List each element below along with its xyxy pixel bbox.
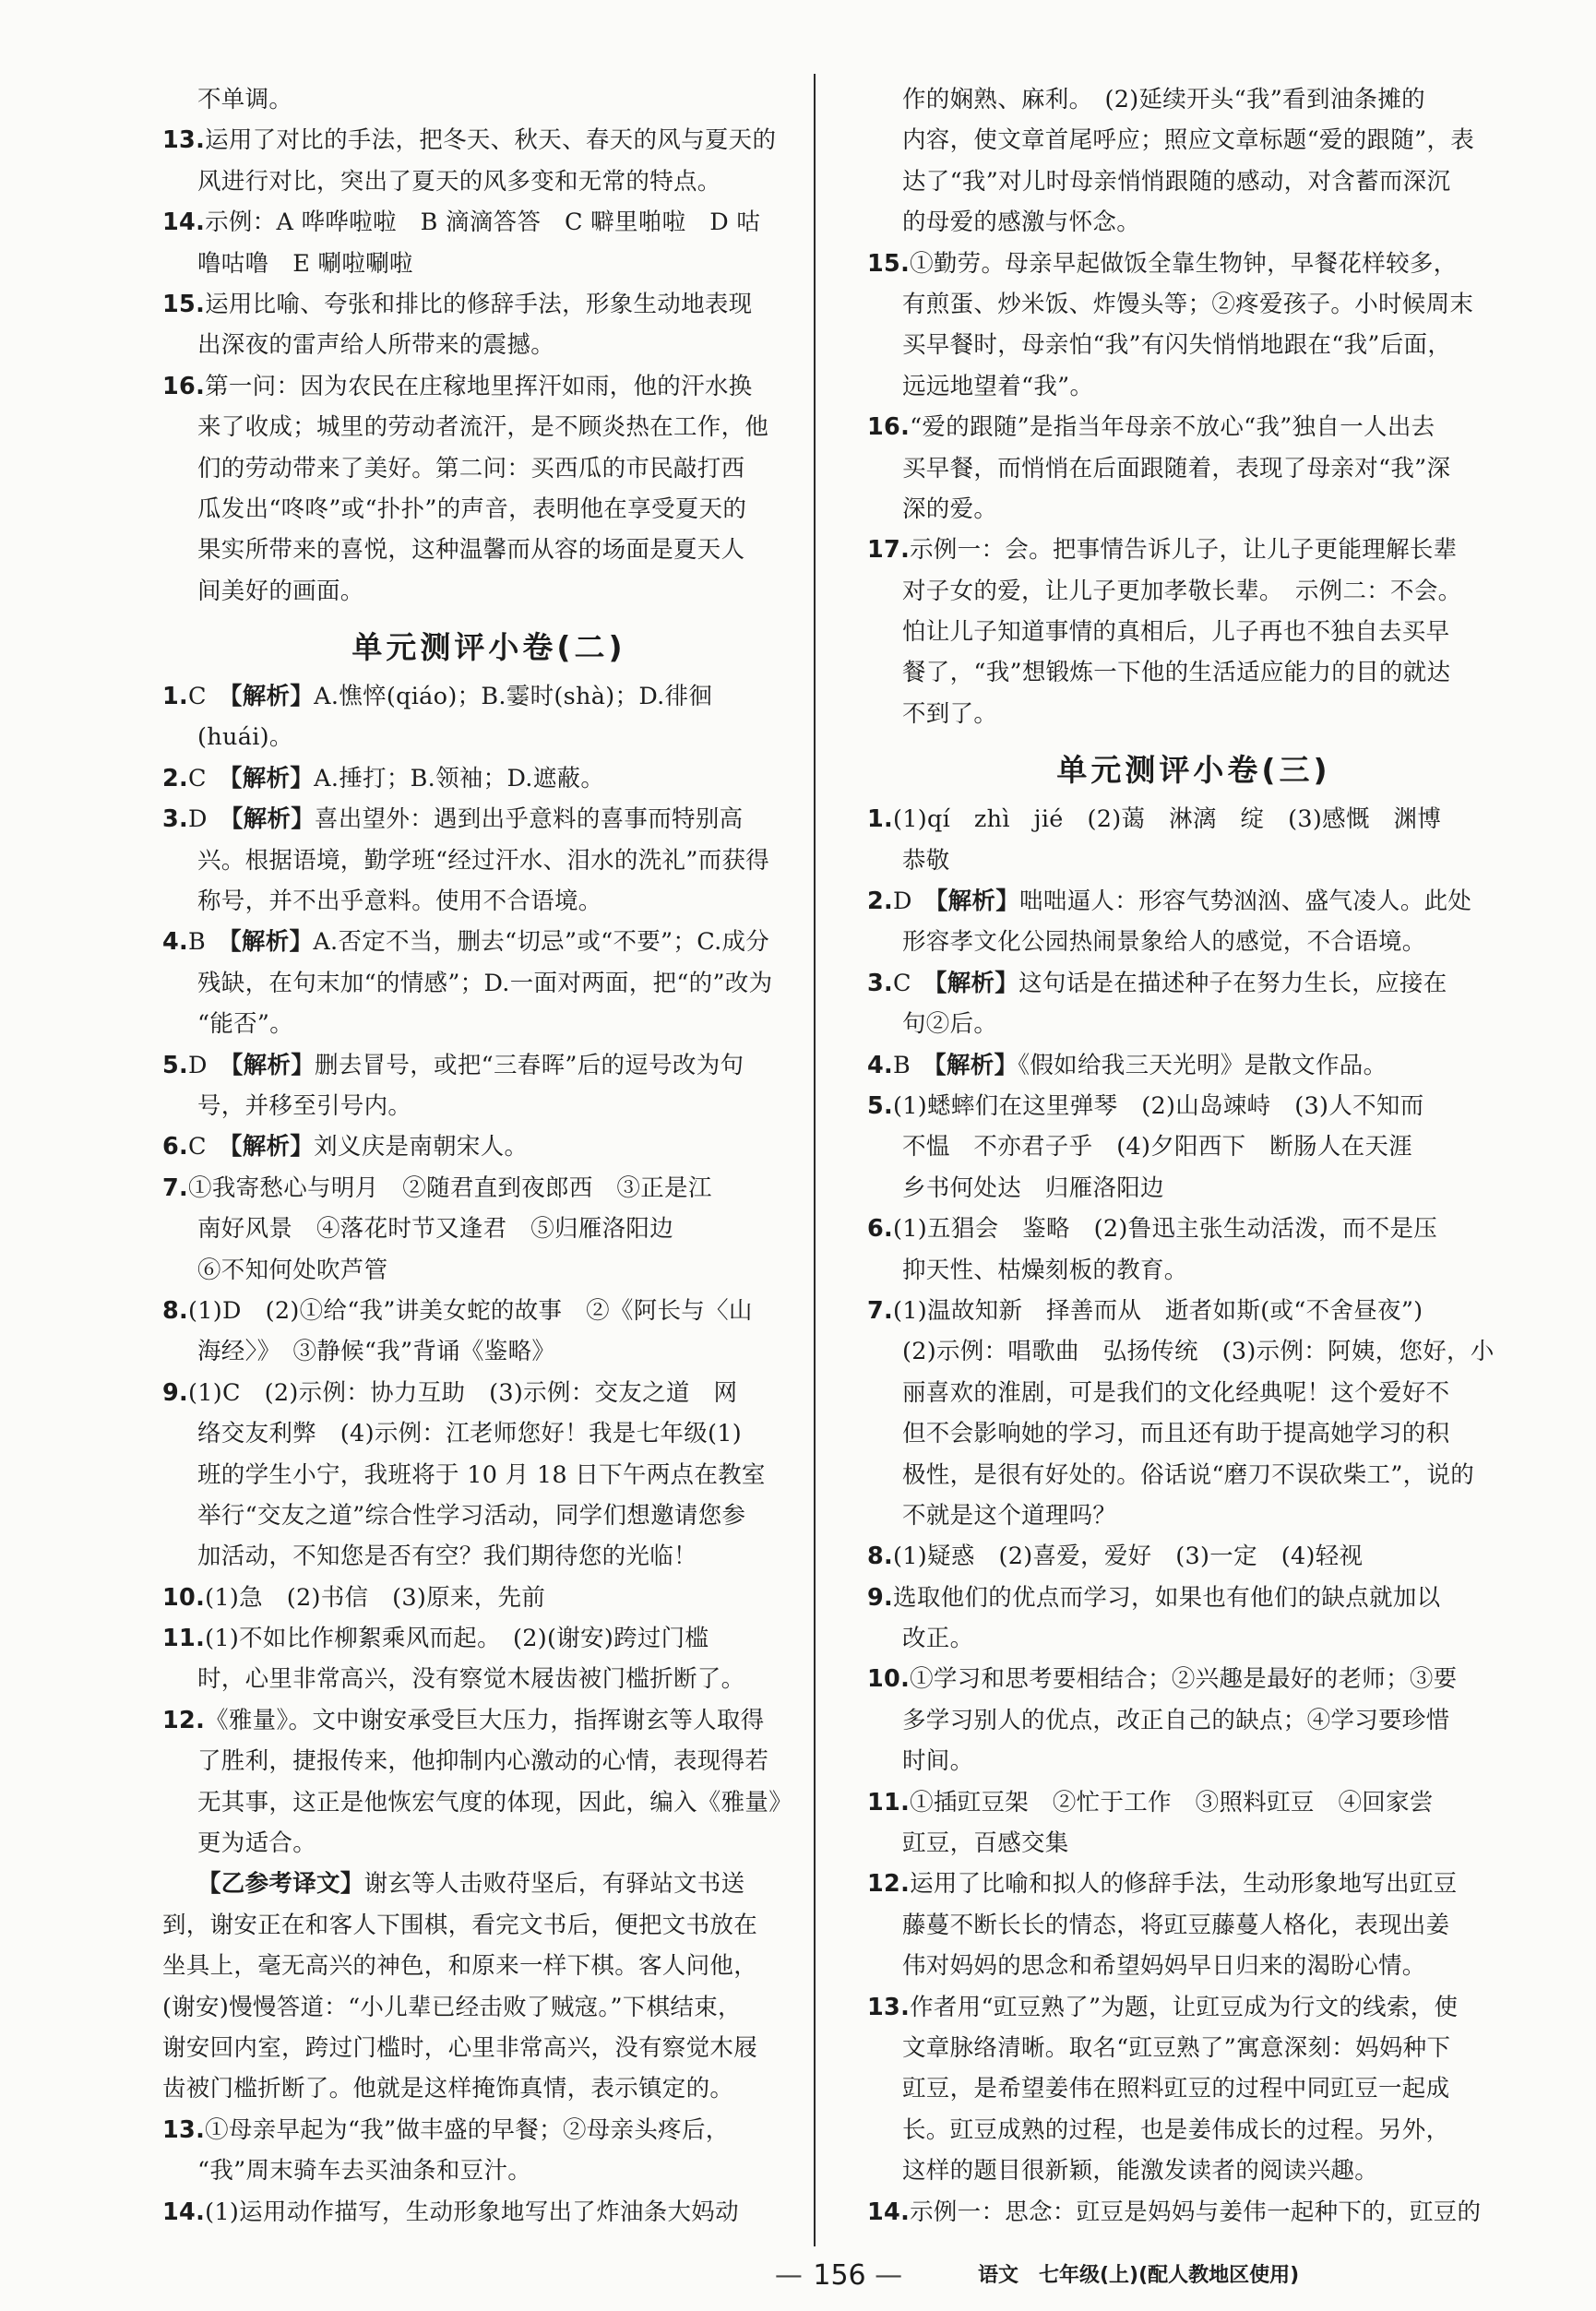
answer-item <box>162 1373 816 1413</box>
answer-text: 深的爱。 <box>902 494 998 523</box>
answer-item <box>162 1578 816 1618</box>
answer-text: C <box>188 764 231 792</box>
answer-item <box>162 284 816 325</box>
answer-item <box>867 1578 1520 1618</box>
analysis-tag: 【解析】 <box>231 1051 316 1079</box>
answer-text: 买早餐时，母亲怕“我”有闪失悄悄地跟在“我”后面， <box>902 331 1452 360</box>
question-number: 13. <box>162 2115 206 2144</box>
answer-text: 怕让儿子知道事情的真相后，儿子再也不独自去买早 <box>902 618 1450 647</box>
answer-text: 乡书何处达 归雁洛阳边 <box>902 1173 1164 1202</box>
page-dash-left: — <box>774 2259 804 2292</box>
answer-item <box>867 1291 1520 1331</box>
answer-text: 的母爱的感激与怀念。 <box>902 208 1141 237</box>
answer-line <box>162 1741 816 1781</box>
answer-text: D <box>893 887 936 916</box>
answer-line <box>162 717 816 757</box>
answer-text: 举行“交友之道”综合性学习活动，同学们想邀请您参 <box>197 1501 746 1530</box>
answer-line <box>867 120 1520 161</box>
answer-text: 选取他们的优点而学习，如果也有他们的缺点就加以 <box>893 1583 1441 1612</box>
answer-line <box>162 1331 816 1372</box>
answer-item <box>162 922 816 962</box>
answer-line <box>162 571 816 612</box>
question-number: 10. <box>867 1665 911 1694</box>
answer-line <box>162 963 816 1004</box>
answer-text: 改正。 <box>902 1625 974 1653</box>
answer-line <box>162 1495 816 1536</box>
answer-text: 示例一：会。把事情告诉儿子，让儿子更能理解长辈 <box>910 536 1458 565</box>
answer-text: (1)D (2)①给“我”讲美女蛇的故事 ②《阿长与〈山 <box>188 1296 753 1325</box>
answer-line <box>867 1618 1520 1659</box>
answer-line <box>867 2068 1520 2109</box>
answer-line <box>867 1823 1520 1864</box>
answer-line <box>162 1987 816 2028</box>
answer-text: (1)C (2)示例：协力互助 (3)示例：交友之道 网 <box>188 1378 738 1407</box>
question-number: 3. <box>867 969 894 997</box>
answer-text: ⑥不知何处吹芦管 <box>197 1256 388 1284</box>
answer-item <box>162 202 816 243</box>
answer-item <box>867 1782 1520 1823</box>
answer-text: 恭敬 <box>902 846 950 875</box>
answer-text: 运用了对比的手法，把冬天、秋天、春天的风与夏天的 <box>205 126 777 155</box>
answer-line <box>867 1331 1520 1372</box>
answer-text: 噜咕噜 E 唰啦唰啦 <box>197 249 413 278</box>
answer-text: 谢安回内室，跨过门槛时，心里非常高兴，没有察觉木屐 <box>162 2033 758 2062</box>
answer-text: 这样的题目很新颖，能激发读者的阅读兴趣。 <box>902 2157 1379 2186</box>
answer-text: 达了“我”对儿时母亲悄悄跟随的感动，对含蓄而深沉 <box>902 167 1451 196</box>
answer-text: 时间。 <box>902 1747 974 1776</box>
analysis-tag: 【解析】 <box>230 764 315 792</box>
answer-line <box>162 1536 816 1577</box>
answer-text: 间美好的画面。 <box>197 577 364 605</box>
answer-text: 到，谢安正在和客人下围棋，看完文书后，便把文书放在 <box>162 1911 758 1939</box>
answer-item <box>867 407 1520 447</box>
answer-text: 有煎蛋、炒米饭、炸馒头等；②疼爱孩子。小时候周末 <box>902 290 1474 318</box>
answer-text: (1)疑惑 (2)喜爱，爱好 (3)一定 (4)轻视 <box>893 1543 1364 1571</box>
answer-text: 豇豆，是希望姜伟在照料豇豆的过程中同豇豆一起成 <box>902 2075 1450 2103</box>
answer-text: 班的学生小宁，我班将于 10 月 18 日下午两点在教室 <box>197 1460 766 1489</box>
answer-line <box>162 161 816 202</box>
answer-line <box>162 530 816 570</box>
analysis-text: 谢玄等人击败苻坚后，有驿站文书送 <box>363 1870 745 1899</box>
answer-line <box>867 1455 1520 1495</box>
answer-line <box>162 840 816 881</box>
answer-line <box>867 1168 1520 1209</box>
answer-line <box>867 1250 1520 1291</box>
answer-line <box>867 694 1520 734</box>
answer-text: 络交友利弊 (4)示例：江老师您好！我是七年级(1) <box>197 1420 743 1448</box>
question-number: 13. <box>162 126 206 155</box>
question-number: 1. <box>162 683 189 711</box>
answer-line <box>162 325 816 365</box>
question-number: 8. <box>162 1296 189 1325</box>
answer-line <box>867 1946 1520 1986</box>
answer-line <box>867 489 1520 530</box>
answer-line <box>867 284 1520 325</box>
answer-text: 但不会影响她的学习，而且还有助于提高她学习的积 <box>902 1420 1450 1448</box>
answer-text: ①插豇豆架 ②忙于工作 ③照料豇豆 ④回家尝 <box>910 1788 1434 1817</box>
answer-line <box>162 1455 816 1495</box>
answer-text: 多学习别人的优点，改正自己的缺点；④学习要珍惜 <box>902 1706 1450 1734</box>
question-number: 12. <box>867 1870 911 1899</box>
answer-text: B <box>188 928 230 957</box>
question-number: 2. <box>162 764 189 792</box>
answer-line <box>867 1413 1520 1454</box>
answer-text: (2)示例：唱歌曲 弘扬传统 (3)示例：阿姨，您好，小 <box>902 1338 1495 1366</box>
answer-text: (谢安)慢慢答道：“小儿辈已经击败了贼寇。”下棋结束， <box>162 1993 742 2021</box>
question-number: 9. <box>162 1378 189 1407</box>
question-number: 14. <box>162 208 206 237</box>
answer-line <box>162 407 816 447</box>
answer-line <box>867 1495 1520 1536</box>
answer-text: 作的娴熟、麻利。 (2)延续开头“我”看到油条摊的 <box>902 86 1425 113</box>
answer-text: 形容孝文化公园热闹景象给人的感觉，不合语境。 <box>902 928 1426 957</box>
answer-text: 长。豇豆成熟的过程，也是姜伟成长的过程。另外， <box>902 2115 1450 2144</box>
answer-line <box>867 2110 1520 2150</box>
answer-item <box>162 2192 816 2233</box>
answer-text: 号，并移至引号内。 <box>197 1091 412 1120</box>
answer-text: 出深夜的雷声给人所带来的震撼。 <box>197 331 555 360</box>
answer-line <box>867 840 1520 881</box>
answer-line <box>162 1250 816 1291</box>
answer-line <box>867 1741 1520 1781</box>
question-number: 2. <box>867 887 894 916</box>
answer-text: 不单调。 <box>197 86 293 113</box>
answer-line <box>867 571 1520 612</box>
analysis-text: 删去冒号，或把“三春晖”后的逗号改为句 <box>315 1051 744 1079</box>
answer-line <box>867 612 1520 652</box>
answer-line <box>162 1086 816 1126</box>
analysis-text: 刘义庆是南朝宋人。 <box>314 1133 529 1161</box>
answer-text: 买早餐，而悄悄在后面跟随着，表现了母亲对“我”深 <box>902 454 1451 482</box>
analysis-text: 《假如给我三天光明》是散文作品。 <box>1018 1051 1388 1079</box>
answer-text: 对子女的爱，让儿子更加孝敬长辈。 示例二：不会。 <box>902 577 1462 605</box>
question-number: 11. <box>867 1788 911 1817</box>
page-dash-right: — <box>875 2259 905 2292</box>
answer-item <box>867 1045 1520 1086</box>
answer-line <box>162 244 816 284</box>
answer-line <box>162 1782 816 1823</box>
answer-item <box>162 1126 816 1167</box>
answer-item <box>867 530 1520 570</box>
page-number-area <box>720 2257 959 2294</box>
question-number: 5. <box>162 1051 189 1079</box>
answer-item <box>867 1864 1520 1904</box>
answer-text: 远远地望着“我”。 <box>902 372 1094 400</box>
answer-item <box>162 1618 816 1659</box>
answer-item <box>162 1291 816 1331</box>
answer-line <box>162 79 816 120</box>
analysis-text: 咄咄逼人：形容气势汹汹、盛气凌人。此处 <box>1019 887 1472 916</box>
answer-text: 不愠 不亦君子乎 (4)夕阳西下 断肠人在天涯 <box>902 1133 1413 1161</box>
question-number: 15. <box>162 290 206 318</box>
answer-text: 海经〉》 ③静候“我”背诵《鉴略》 <box>197 1338 556 1366</box>
answer-line <box>867 922 1520 962</box>
answer-text: C <box>188 683 231 711</box>
answer-text: C <box>188 1133 231 1161</box>
answer-line <box>867 448 1520 489</box>
left-column <box>162 79 816 2233</box>
question-number: 11. <box>162 1625 206 1653</box>
question-number: 1. <box>867 805 894 834</box>
answer-text: D <box>188 1051 232 1079</box>
answer-text: 运用了比喻和拟人的修辞手法，生动形象地写出豇豆 <box>910 1870 1458 1899</box>
answer-text: 极性，是很有好处的。俗话说“磨刀不误砍柴工”，说的 <box>902 1460 1475 1489</box>
answer-line <box>867 1004 1520 1044</box>
answer-text: 果实所带来的喜悦，这种温馨而从容的场面是夏天人 <box>197 536 745 565</box>
answer-line <box>867 366 1520 407</box>
section-heading: 单元测评小卷(二) <box>351 629 626 666</box>
answer-text: “能否”。 <box>197 1010 294 1039</box>
answer-text: ①母亲早起为“我”做丰盛的早餐；②母亲头疼后， <box>205 2115 730 2144</box>
book-info: 语文 七年级(上)(配人教地区使用) <box>978 2264 1300 2287</box>
answer-line <box>162 489 816 530</box>
analysis-tag: 【解析】 <box>934 1051 1018 1079</box>
answer-item <box>867 1987 1520 2028</box>
answer-text: “我”周末骑车去买油条和豆汁。 <box>197 2157 532 2186</box>
answer-text: 句②后。 <box>902 1010 998 1039</box>
analysis-tag: 【解析】 <box>935 887 1020 916</box>
answer-line <box>162 448 816 489</box>
answer-text: 抑天性、枯燥刻板的教育。 <box>902 1256 1188 1284</box>
answer-text: ①我寄愁心与明月 ②随君直到夜郎西 ③正是江 <box>188 1173 712 1202</box>
question-number: 16. <box>162 372 206 400</box>
answer-line <box>162 2150 816 2191</box>
answer-line <box>867 1126 1520 1167</box>
answer-item <box>867 1536 1520 1577</box>
page-number: 156 <box>813 2259 866 2292</box>
analysis-text: 喜出望外：遇到出乎意料的喜事而特别高 <box>315 805 744 834</box>
answer-item <box>867 2192 1520 2233</box>
answer-text: 不就是这个道理吗？ <box>902 1501 1117 1530</box>
answer-line <box>162 1905 816 1946</box>
answer-item <box>867 1086 1520 1126</box>
answer-line <box>162 1413 816 1454</box>
question-number: 14. <box>867 2198 911 2226</box>
answer-line <box>867 161 1520 202</box>
answer-line <box>867 1905 1520 1946</box>
answer-text: ①勤劳。母亲早起做饭全靠生物钟，早餐花样较多， <box>910 249 1458 278</box>
question-number: 15. <box>867 249 911 278</box>
answer-item <box>867 799 1520 840</box>
question-number: 12. <box>162 1706 206 1734</box>
question-number: 13. <box>867 1993 911 2021</box>
analysis-tag: 【解析】 <box>230 683 315 711</box>
answer-text: 《雅量》。文中谢安承受巨大压力，指挥谢玄等人取得 <box>205 1706 765 1734</box>
answer-text: 示例一：思念：豇豆是妈妈与姜伟一起种下的，豇豆的 <box>910 2198 1482 2226</box>
answer-text: (1)急 (2)书信 (3)原来，先前 <box>205 1583 546 1612</box>
question-number: 3. <box>162 805 189 834</box>
answer-line <box>162 1659 816 1699</box>
answer-text: (1)温故知新 择善而从 逝者如斯(或“不舍昼夜”) <box>893 1296 1423 1325</box>
answer-item <box>162 758 816 799</box>
answer-text: (huái)。 <box>197 723 293 752</box>
answer-text: 更为适合。 <box>197 1829 317 1858</box>
answer-text: 第一问：因为农民在庄稼地里挥汗如雨，他的汗水换 <box>205 372 753 400</box>
answer-line <box>867 652 1520 693</box>
answer-text: 餐了，“我”想锻炼一下他的生活适应能力的目的就达 <box>902 659 1451 687</box>
answer-text: 丽喜欢的淮剧，可是我们的文化经典呢！这个爱好不 <box>902 1378 1450 1407</box>
question-number: 4. <box>867 1051 894 1079</box>
answer-text: 内容，使文章首尾呼应；照应文章标题“爱的跟随”，表 <box>902 126 1475 155</box>
answer-line <box>162 1823 816 1864</box>
analysis-tag: 【解析】 <box>935 969 1019 997</box>
answer-line <box>867 325 1520 365</box>
answer-text: 时，心里非常高兴，没有察觉木屐齿被门槛折断了。 <box>197 1665 745 1694</box>
question-number: 14. <box>162 2198 206 2226</box>
question-number: 6. <box>867 1215 894 1244</box>
answer-item <box>867 881 1520 922</box>
answer-text: 藤蔓不断长长的情态，将豇豆藤蔓人格化，表现出姜 <box>902 1911 1450 1939</box>
question-number: 5. <box>867 1091 894 1120</box>
analysis-text: A.捶打；B.领袖；D.遮蔽。 <box>314 764 605 792</box>
answer-text: 示例：A 哗哗啦啦 B 滴滴答答 C 噼里啪啦 D 咕 <box>205 208 761 237</box>
answer-item <box>867 1659 1520 1699</box>
question-number: 9. <box>867 1583 894 1612</box>
answer-line <box>867 202 1520 243</box>
right-column <box>867 79 1520 2233</box>
answer-text: 南好风景 ④落花时节又逢君 ⑤归雁洛阳边 <box>197 1215 674 1244</box>
answer-text: 们的劳动带来了美好。第二问：买西瓜的市民敲打西 <box>197 454 745 482</box>
answer-item <box>162 2110 816 2150</box>
answer-text: (1)蟋蟀们在这里弹琴 (2)山岛竦峙 (3)人不知而 <box>893 1091 1424 1120</box>
answer-item <box>162 1700 816 1741</box>
answer-text: 坐具上，毫无高兴的神色，和原来一样下棋。客人问他， <box>162 1952 758 1981</box>
question-number: 7. <box>162 1173 189 1202</box>
answer-line <box>162 881 816 922</box>
answer-line <box>162 2028 816 2068</box>
question-number: 7. <box>867 1296 894 1325</box>
answer-item <box>162 120 816 161</box>
answer-text: 豇豆，百感交集 <box>902 1829 1069 1858</box>
answer-item <box>162 799 816 840</box>
answer-line <box>867 2028 1520 2068</box>
answer-line <box>162 1209 816 1249</box>
answer-text: (1)qí zhì jié (2)蔼 淋漓 绽 (3)感慨 渊博 <box>893 805 1442 834</box>
column-divider <box>814 74 816 2246</box>
answer-line <box>867 2150 1520 2191</box>
answer-text: (1)五猖会 鉴略 (2)鲁迅主张生动活泼，而不是压 <box>893 1215 1438 1244</box>
answer-text: 不到了。 <box>902 699 998 728</box>
analysis-tag: 【解析】 <box>229 928 314 957</box>
answer-line <box>867 1373 1520 1413</box>
answer-item <box>162 366 816 407</box>
answer-item <box>162 676 816 717</box>
answer-item <box>162 1168 816 1209</box>
answer-text: 来了收成；城里的劳动者流汗，是不顾炎热在工作，他 <box>197 413 769 442</box>
answer-line <box>162 1946 816 1986</box>
analysis-text: A.憔悴(qiáo)；B.霎时(shà)；D.徘徊 <box>314 683 713 711</box>
answer-text: “爱的跟随”是指当年母亲不放心“我”独自一人出去 <box>910 413 1435 442</box>
answer-text: 齿被门槛折断了。他就是这样掩饰真情，表示镇定的。 <box>162 2075 734 2103</box>
answer-item <box>162 1045 816 1086</box>
answer-line <box>162 2068 816 2109</box>
answer-text: B <box>893 1051 935 1079</box>
answer-item <box>867 1209 1520 1249</box>
answer-item <box>867 244 1520 284</box>
analysis-tag: 【解析】 <box>230 1133 315 1161</box>
answer-text: 作者用“豇豆熟了”为题，让豇豆成为行文的线索，使 <box>910 1993 1459 2021</box>
question-number: 8. <box>867 1543 894 1571</box>
answer-text: 残缺，在句末加“的情感”；D.一面对两面，把“的”改为 <box>197 969 773 997</box>
analysis-tag: 【乙参考译文】 <box>197 1870 364 1899</box>
analysis-text: 这句话是在描述种子在努力生长，应接在 <box>1018 969 1447 997</box>
answer-text: 无其事，这正是他恢宏气度的体现，因此，编入《雅量》 <box>197 1788 793 1817</box>
answer-text: (1)运用动作描写，生动形象地写出了炸油条大妈动 <box>205 2198 739 2226</box>
answer-text: 文章脉络清晰。取名“豇豆熟了”寓意深刻：妈妈种下 <box>902 2033 1451 2062</box>
answer-text: C <box>893 969 935 997</box>
answer-text: 瓜发出“咚咚”或“扑扑”的声音，表明他在享受夏天的 <box>197 494 747 523</box>
answer-text: 兴。根据语境，勤学班“经过汗水、泪水的洗礼”而获得 <box>197 846 770 875</box>
answer-text: 称号，并不出乎意料。使用不合语境。 <box>197 887 602 916</box>
question-number: 17. <box>867 536 911 565</box>
answer-text: (1)不如比作柳絮乘风而起。 (2)(谢安)跨过门槛 <box>205 1625 709 1653</box>
question-number: 6. <box>162 1133 189 1161</box>
question-number: 10. <box>162 1583 206 1612</box>
section-heading: 单元测评小卷(三) <box>1056 752 1331 789</box>
answer-item <box>867 963 1520 1004</box>
answer-text: 了胜利，捷报传来，他抑制内心激动的心情，表现得若 <box>197 1747 769 1776</box>
answer-text: 风进行对比，突出了夏天的风多变和无常的特点。 <box>197 167 721 196</box>
answer-text: ①学习和思考要相结合；②兴趣是最好的老师；③要 <box>910 1665 1458 1694</box>
answer-text: 伟对妈妈的思念和希望妈妈早日归来的渴盼心情。 <box>902 1952 1426 1981</box>
question-number: 16. <box>867 413 911 442</box>
analysis-tag: 【解析】 <box>231 805 316 834</box>
answer-line <box>162 1004 816 1044</box>
question-number: 4. <box>162 928 189 957</box>
answer-text: 运用比喻、夸张和排比的修辞手法，形象生动地表现 <box>205 290 753 318</box>
answer-text: D <box>188 805 232 834</box>
answer-line <box>162 1864 816 1904</box>
answer-line <box>867 79 1520 120</box>
answer-text: 加活动，不知您是否有空？我们期待您的光临！ <box>197 1543 697 1571</box>
analysis-text: A.否定不当，删去“切忌”或“不要”；C.成分 <box>313 928 770 957</box>
answer-line <box>867 1700 1520 1741</box>
